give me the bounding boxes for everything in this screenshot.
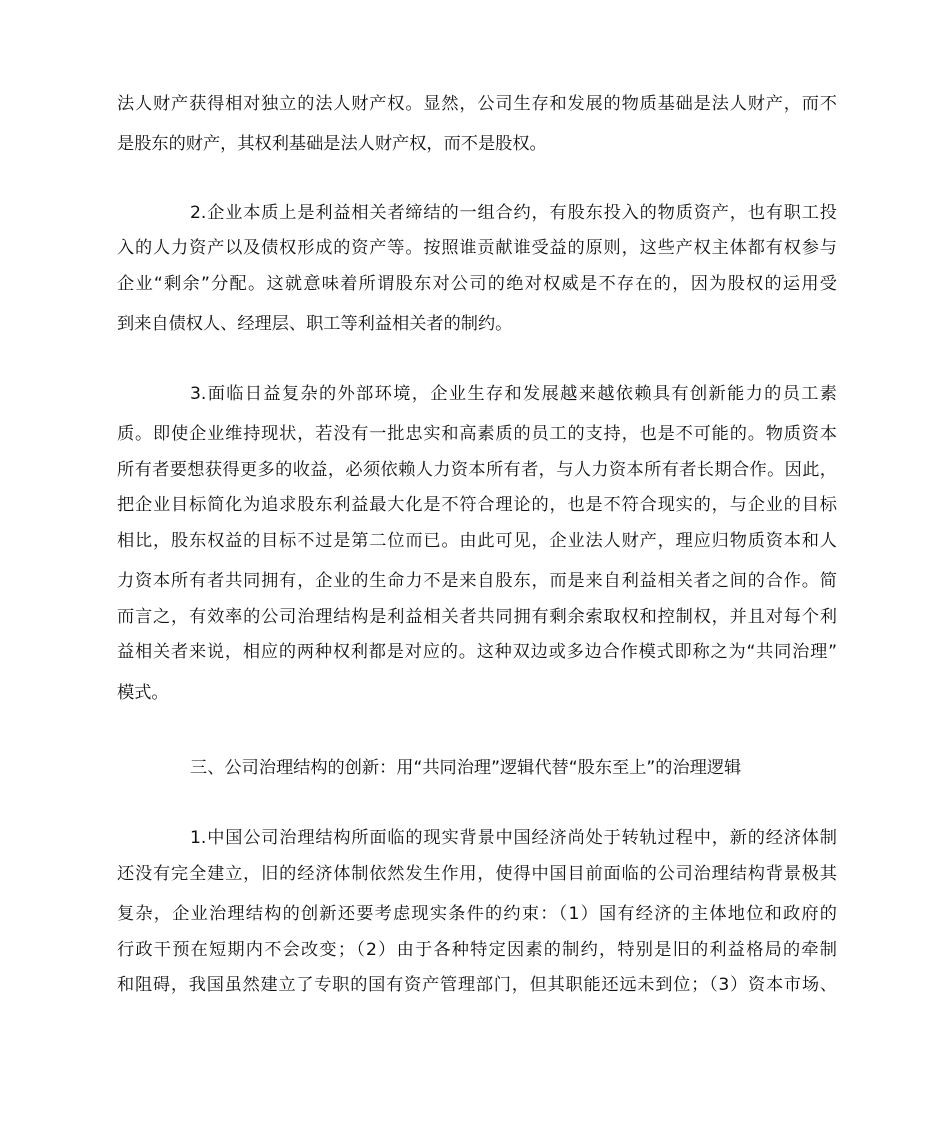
paragraph-line: 所有者要想获得更多的收益，必须依赖人力资本所有者，与人力资本所有者长期合作。因此， <box>117 460 837 480</box>
paragraph-line: 还没有完全建立，旧的经济体制依然发生作用，使得中国目前面临的公司治理结构背景极其 <box>117 864 837 884</box>
paragraph-line: 把企业目标简化为追求股东利益最大化是不符合理论的，也是不符合现实的，与企业的目标 <box>117 495 837 515</box>
paragraph-line: 模式。 <box>117 683 169 703</box>
paragraph-line: 力资本所有者共同拥有，企业的生命力不是来自股东，而是来自利益相关者之间的合作。简 <box>117 571 837 591</box>
paragraph-line: 是股东的财产，其权利基础是法人财产权，而不是股权。 <box>117 134 547 154</box>
paragraph-line: 企业“剩余”分配。这就意味着所谓股东对公司的绝对权威是不存在的，因为股权的运用受 <box>117 274 837 294</box>
paragraph-line: 1.中国公司治理结构所面临的现实背景中国经济尚处于转轨过程中，新的经济体制 <box>190 828 837 848</box>
paragraph-line: 3.面临日益复杂的外部环境，企业生存和发展越来越依赖具有创新能力的员工素 <box>190 384 837 404</box>
section-heading: 三、公司治理结构的创新：用“共同治理”逻辑代替“股东至上”的治理逻辑 <box>190 758 742 778</box>
paragraph-line: 相比，股东权益的目标不过是第二位而已。由此可见，企业法人财产，理应归物质资本和人 <box>117 531 837 551</box>
paragraph-line: 到来自债权人、经理层、职工等利益相关者的制约。 <box>117 314 513 334</box>
paragraph-line: 质。即使企业维持现状，若没有一批忠实和高素质的员工的支持，也是不可能的。物质资本 <box>117 424 837 444</box>
paragraph-line: 和阻碍，我国虽然建立了专职的国有资产管理部门，但其职能还远未到位；（3）资本市场、 <box>117 975 837 995</box>
paragraph-line: 复杂，企业治理结构的创新还要考虑现实条件的约束：（1）国有经济的主体地位和政府的 <box>117 904 837 924</box>
paragraph-line: 2.企业本质上是利益相关者缔结的一组合约，有股东投入的物质资产，也有职工投 <box>190 203 837 223</box>
paragraph-line: 法人财产获得相对独立的法人财产权。显然，公司生存和发展的物质基础是法人财产，而不 <box>117 94 837 114</box>
paragraph-line: 益相关者来说，相应的两种权利都是对应的。这种双边或多边合作模式即称之为“共同治理” <box>117 642 837 662</box>
paragraph-line: 入的人力资产以及债权形成的资产等。按照谁贡献谁受益的原则，这些产权主体都有权参与 <box>117 238 837 258</box>
paragraph-line: 而言之，有效率的公司治理结构是利益相关者共同拥有剩余索取权和控制权，并且对每个利 <box>117 607 837 627</box>
paragraph-line: 行政干预在短期内不会改变；（2）由于各种特定因素的制约，特别是旧的利益格局的牵制 <box>117 940 837 960</box>
